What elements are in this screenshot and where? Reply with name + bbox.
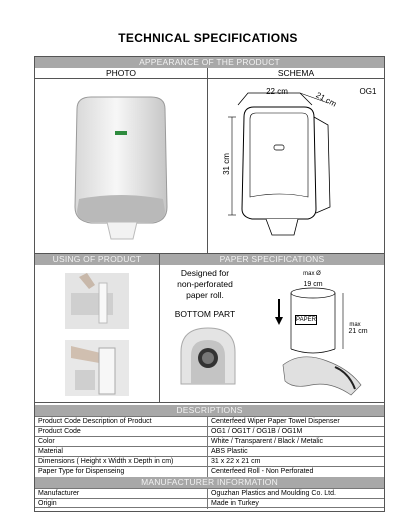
usage-photo-bottom [65, 340, 129, 396]
dispenser-photo [35, 79, 207, 253]
paper-roll-diameter: 19 cm [303, 281, 323, 288]
table-row [35, 488, 384, 498]
appearance-band: APPEARANCE OF THE PRODUCT [35, 57, 384, 68]
row-key: Dimensions ( Height x Width x Depth in cm) [38, 458, 174, 465]
schema-depth: 21 cm [314, 90, 338, 109]
row-key: Manufacturer [38, 490, 80, 497]
row-key: Product Code [38, 428, 81, 435]
divider [159, 254, 160, 402]
row-value: Centerfeed Roll - Non Perforated [211, 468, 314, 475]
table-row [35, 466, 384, 476]
divider [35, 402, 384, 403]
table-row [35, 456, 384, 466]
paper-max-label: max [349, 322, 361, 328]
row-value: White / Transparent / Black / Metalic [211, 438, 324, 445]
table-row [35, 446, 384, 456]
paper-tag: PAPER [296, 317, 316, 323]
schema-width: 22 cm [266, 87, 288, 96]
usage-photo-top [65, 273, 129, 329]
row-key: Material [38, 448, 63, 455]
paper-band: PAPER SPECIFICATIONS [160, 254, 384, 265]
paper-roll-height: 21 cm [348, 328, 368, 335]
photo-label: PHOTO [105, 68, 137, 78]
paper-designed-line3: paper roll. [186, 290, 224, 300]
table-row [35, 436, 384, 446]
row-key: Paper Type for Dispenseing [38, 468, 125, 475]
spec-sheet [34, 56, 385, 512]
row-value: OG1 / OG1T / OG1B / OG1M [211, 428, 303, 435]
paper-roll-drawing [271, 285, 381, 399]
row-value: Made in Turkey [211, 500, 259, 507]
row-key: Color [38, 438, 55, 445]
schema-label: SCHEMA [277, 68, 315, 78]
row-key: Origin [38, 500, 57, 507]
paper-designed-line2: non-perforated [177, 279, 233, 289]
page-title: TECHNICAL SPECIFICATIONS [118, 31, 298, 45]
table-row [35, 416, 384, 426]
row-key: Product Code Description of Product [38, 418, 152, 425]
descriptions-band: DESCRIPTIONS [35, 405, 384, 416]
row-value: Centerfeed Wiper Paper Towel Dispenser [211, 418, 340, 425]
schema-height: 31 cm [222, 153, 231, 175]
row-value: 31 x 22 x 21 cm [211, 458, 261, 465]
paper-designed-line1: Designed for [180, 268, 230, 278]
schema-model: OG1 [359, 87, 377, 96]
usage-band: USING OF PRODUCT [35, 254, 159, 265]
manufacturer-band: MANUFACTURER INFORMATION [35, 477, 384, 488]
row-value: ABS Plastic [211, 448, 248, 455]
bottom-part-image [175, 322, 241, 388]
bottom-part-label: BOTTOM PART [174, 309, 236, 319]
table-row [35, 426, 384, 436]
dispenser-schema [208, 79, 384, 253]
paper-max-diameter-label: max Ø [303, 271, 321, 277]
row-value: Oguzhan Plastics and Moulding Co. Ltd. [211, 490, 336, 497]
table-row [35, 498, 384, 508]
